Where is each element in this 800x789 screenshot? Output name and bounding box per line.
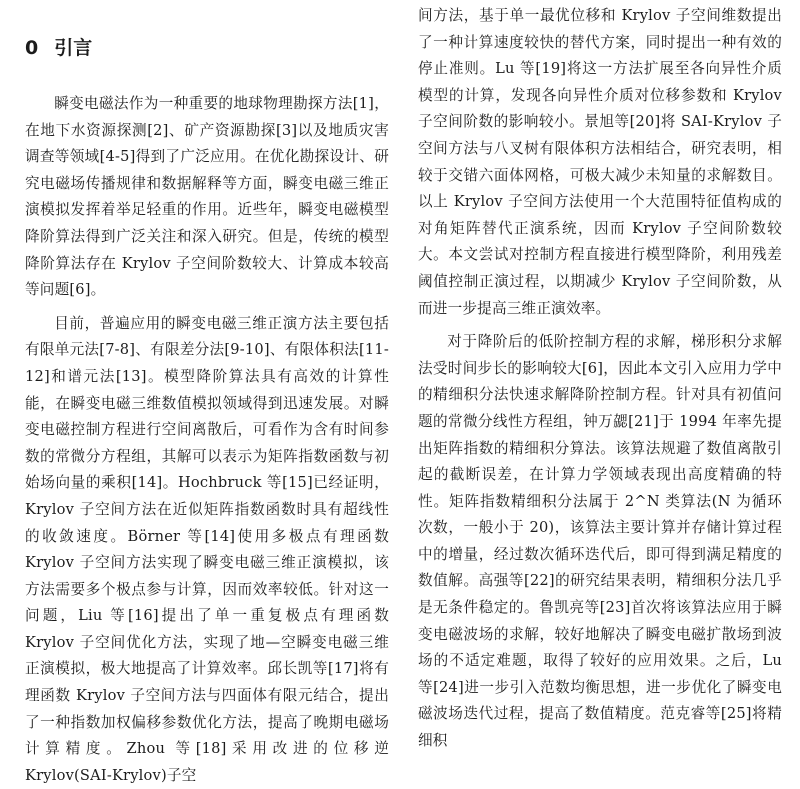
paragraph-intro-2-continued: 间方法，基于单一最优位移和 Krylov 子空间维数提出了一种计算速度较快的替代方案，同时提出一种有效的停止准则。Lu 等[19]将这一方法扩展至各向异性介质模型的计算，发现各向异性介质对位移参数和 Krylov 子空间阶数的影响较小。景旭等[20]将 SAI-Krylov 子空间方法与八叉树有限体积方法相结合，研究表明，相较于交错六面体网格，可极大减少未知量的求解数目。以上 Krylov 子空间方法使用一个大范围特征值构成的对角矩阵替代正演系统，因而 Krylov 子空间阶数较大。本文尝试对控制方程直接进行模型降阶，利用残差阈值控制正演过程，以期减少 Krylov 子空间阶数，从而进一步提高三维正演效率。 — [418, 7, 782, 317]
left-column — [25, 0, 389, 789]
section-title: 引言 — [54, 37, 93, 59]
paragraph-intro-3: 对于降阶后的低阶控制方程的求解，梯形积分求解法受时间步长的影响较大[6]，因此本文引入应用力学中的精细积分法快速求解降阶控制方程。针对具有初值问题的常微分线性方程组，钟万勰[21]于 1994 年率先提出矩阵指数的精细积分算法。该算法规避了数值离散引起的截断误差，在计算力学领域表现出高度精确的特性。矩阵指数精细积分法属于 2^N 类算法(N 为循环次数，一般小于 20)，该算法主要计算并存储计算过程中的增量，经过数次循环迭代后，即可得到满足精度的数值解。高强等[22]的研究结果表明，精细积分法几乎是无条件稳定的。鲁凯亮等[23]首次将该算法应用于瞬变电磁波场的求解，较好地解决了瞬变电磁扩散场到波场的不适定难题，取得了较好的应用效果。之后，Lu 等[24]进一步引入范数均衡思想，进一步优化了瞬变电磁波场迭代过程，提高了数值精度。范克睿等[25]将精细积 — [418, 333, 782, 750]
section-heading — [25, 35, 389, 61]
paragraph-intro-1: 瞬变电磁法作为一种重要的地球物理勘探方法[1]，在地下水资源探测[2]、矿产资源勘探[3]以及地质灾害调查等领域[4-5]得到了广泛应用。在优化勘探设计、研究电磁场传播规律和数据解释等方面，瞬变电磁三维正演模拟发挥着举足轻重的作用。近些年，瞬变电磁模型降阶算法得到广泛关注和深入研究。但是，传统的模型降阶算法存在 Krylov 子空间阶数较大、计算成本较高等问题[6]。 — [25, 95, 389, 299]
section-number: 0 — [25, 37, 39, 59]
right-column — [418, 0, 782, 755]
paragraph-intro-2: 目前，普遍应用的瞬变电磁三维正演方法主要包括有限单元法[7-8]、有限差分法[9-10]、有限体积法[11-12]和谱元法[13]。模型降阶算法具有高效的计算性能，在瞬变电磁三维数值模拟领域得到迅速发展。对瞬变电磁控制方程进行空间离散后，可看作为含有时间参数的常微分方程组，其解可以表示为矩阵指数函数与初始场向量的乘积[14]。Hochbruck 等[15]已经证明，Krylov 子空间方法在近似矩阵指数函数时具有超线性的收敛速度。Börner 等[14]使用多极点有理函数 Krylov 子空间方法实现了瞬变电磁三维正演模拟，该方法需要多个极点参与计算，因而效率较低。针对这一问题，Liu 等[16]提出了单一重复极点有理函数 Krylov 子空间优化方法，实现了地—空瞬变电磁三维正演模拟，极大地提高了计算效率。邱长凯等[17]将有理函数 Krylov 子空间方法与四面体有限元结合，提出了一种指数加权偏移参数优化方法，提高了晚期电磁场计算精度。Zhou 等[18]采用改进的位移逆 Krylov(SAI-Krylov)子空 — [25, 314, 389, 784]
